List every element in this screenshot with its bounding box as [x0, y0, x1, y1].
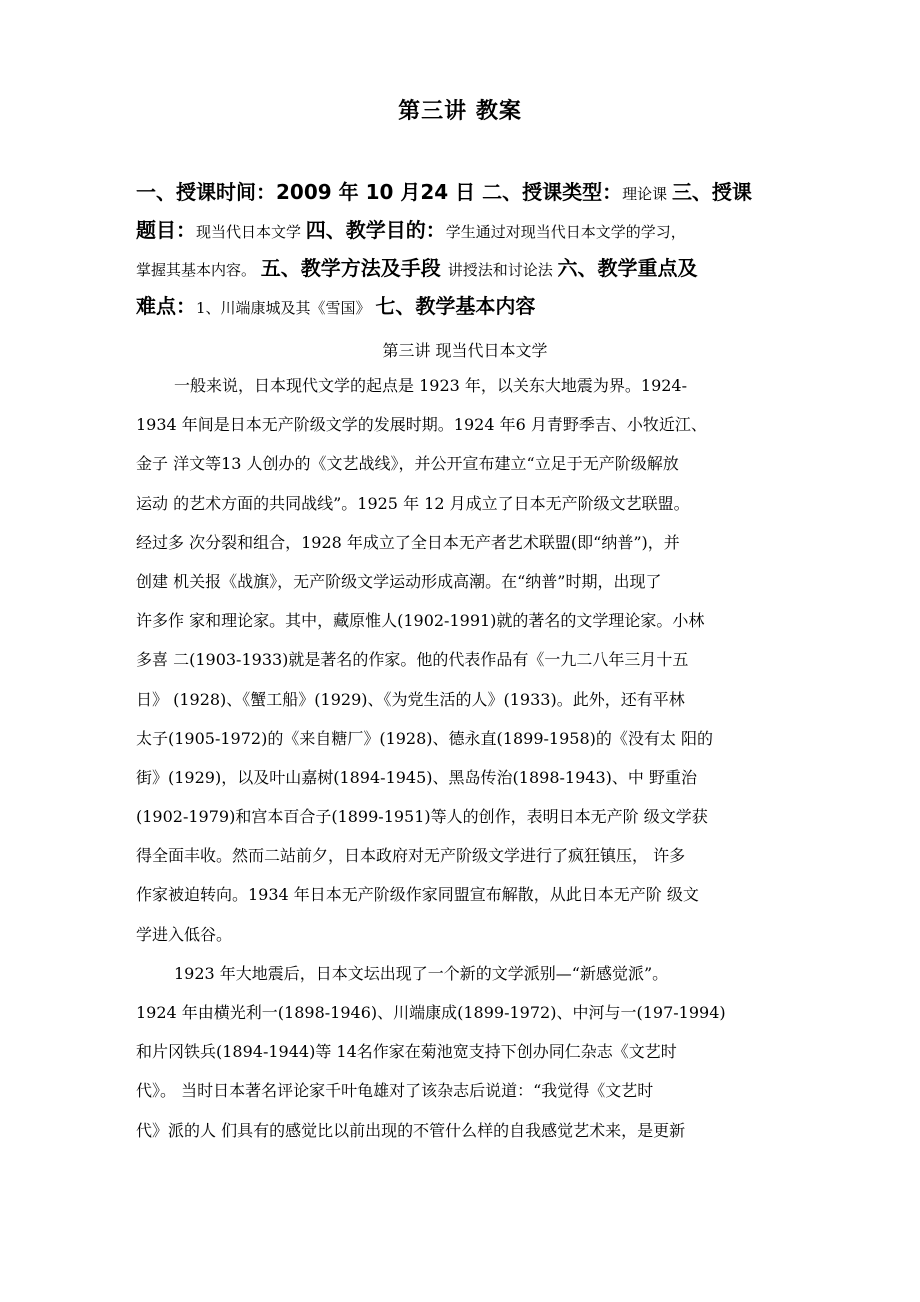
lesson-info-line — [136, 173, 796, 211]
lesson-info-label: 一、授课时间：2009 年 10 月24 日 二、授课类型： — [136, 180, 623, 204]
text-line: 一般来说，日本现代文学的起点是 1923 年，以关东大地震为界。1924- — [174, 376, 688, 395]
lesson-info-value: 现当代日本文学 — [196, 223, 306, 241]
text-line: 得全面丰收。然而二站前夕，日本政府对无产阶级文学进行了疯狂镇压， 许多 — [136, 846, 686, 866]
lesson-info-label: 六、教学重点及 — [557, 256, 698, 280]
text-line: 经过多 次分裂和组合，1928 年成立了全日本无产者艺术联盟(即“纳普”)，并 — [136, 532, 680, 552]
lesson-info-label: 三、授课 — [671, 180, 752, 204]
text-line: 金子 洋文等13 人创办的《文艺战线》，并公开宣布建立“立足于无产阶级解放 — [136, 454, 679, 474]
body-text — [136, 366, 796, 1150]
lesson-info-value: 掌握其基本内容。 — [136, 261, 261, 279]
lesson-info-line — [136, 287, 796, 325]
lesson-info-value: 理论课 — [622, 185, 672, 203]
text-line: 运动 的艺术方面的共同战线”。1925 年 12 月成立了日本无产阶级文艺联盟。 — [136, 493, 690, 513]
lesson-info-line — [136, 211, 796, 249]
text-line: 学进入低谷。 — [136, 924, 233, 944]
text-line: 和片冈铁兵(1894-1944)等 14名作家在菊池宽支持下创办同仁杂志《文艺时 — [136, 1042, 677, 1062]
section-heading: 第三讲 现当代日本文学 — [382, 341, 548, 360]
text-line: (1902-1979)和宫本百合子(1899-1951)等人的创作，表明日本无产阶 级文学获 — [136, 807, 708, 827]
text-line: 1934 年间是日本无产阶级文学的发展时期。1924 年6 月青野季吉、小牧近江、 — [136, 415, 707, 435]
text-line: 多喜 二(1903-1933)就是著名的作家。他的代表作品有《一九二八年三月十五 — [136, 650, 689, 670]
lesson-info-label: 题目： — [136, 218, 196, 242]
text-line: 代》。 当时日本著名评论家千叶龟雄对了该杂志后说道：“我觉得《文艺时 — [136, 1081, 654, 1101]
lesson-info-value: 1、川端康城及其《雪国》 — [196, 299, 376, 317]
text-line: 代》派的人 们具有的感觉比以前出现的不管什么样的自我感觉艺术来，是更新 — [136, 1120, 686, 1140]
lesson-info-label: 五、教学方法及手段 — [260, 256, 448, 280]
text-line: 1924 年由横光利一(1898-1946)、川端康成(1899-1972)、中河与一(197-1994) — [136, 1003, 726, 1022]
text-line: 创建 机关报《战旗》，无产阶级文学运动形成高潮。在“纳普”时期，出现了 — [136, 571, 662, 591]
text-line: 作家被迫转向。1934 年日本无产阶级作家同盟宣布解散，从此日本无产阶 级文 — [136, 885, 699, 905]
lesson-info-block — [136, 173, 796, 325]
lesson-info-value: 学生通过对现当代日本文学的学习， — [445, 223, 686, 241]
text-line: 许多作 家和理论家。其中，藏原惟人(1902-1991)就的著名的文学理论家。小林 — [136, 611, 705, 631]
text-line: 街》(1929)，以及叶山嘉树(1894-1945)、黑岛传治(1898-1943)、中 野重治 — [136, 767, 697, 787]
lesson-info-label: 七、教学基本内容 — [375, 294, 536, 318]
lesson-info-line — [136, 249, 796, 287]
text-line: 1923 年大地震后，日本文坛出现了一个新的文学派别—“新感觉派”。 — [174, 963, 669, 983]
page-title: 第三讲 教案 — [398, 99, 522, 124]
lesson-info-label: 难点： — [136, 294, 196, 318]
lesson-info-value: 讲授法和讨论法 — [447, 261, 558, 279]
text-line: 日》 (1928)、《蟹工船》(1929)、《为党生活的人》(1933)。此外，还有平林 — [136, 689, 685, 709]
text-line: 太子(1905-1972)的《来自糖厂》(1928)、德永直(1899-1958)的《没有太 阳的 — [136, 728, 713, 748]
lesson-info-label: 四、教学目的： — [305, 218, 446, 242]
